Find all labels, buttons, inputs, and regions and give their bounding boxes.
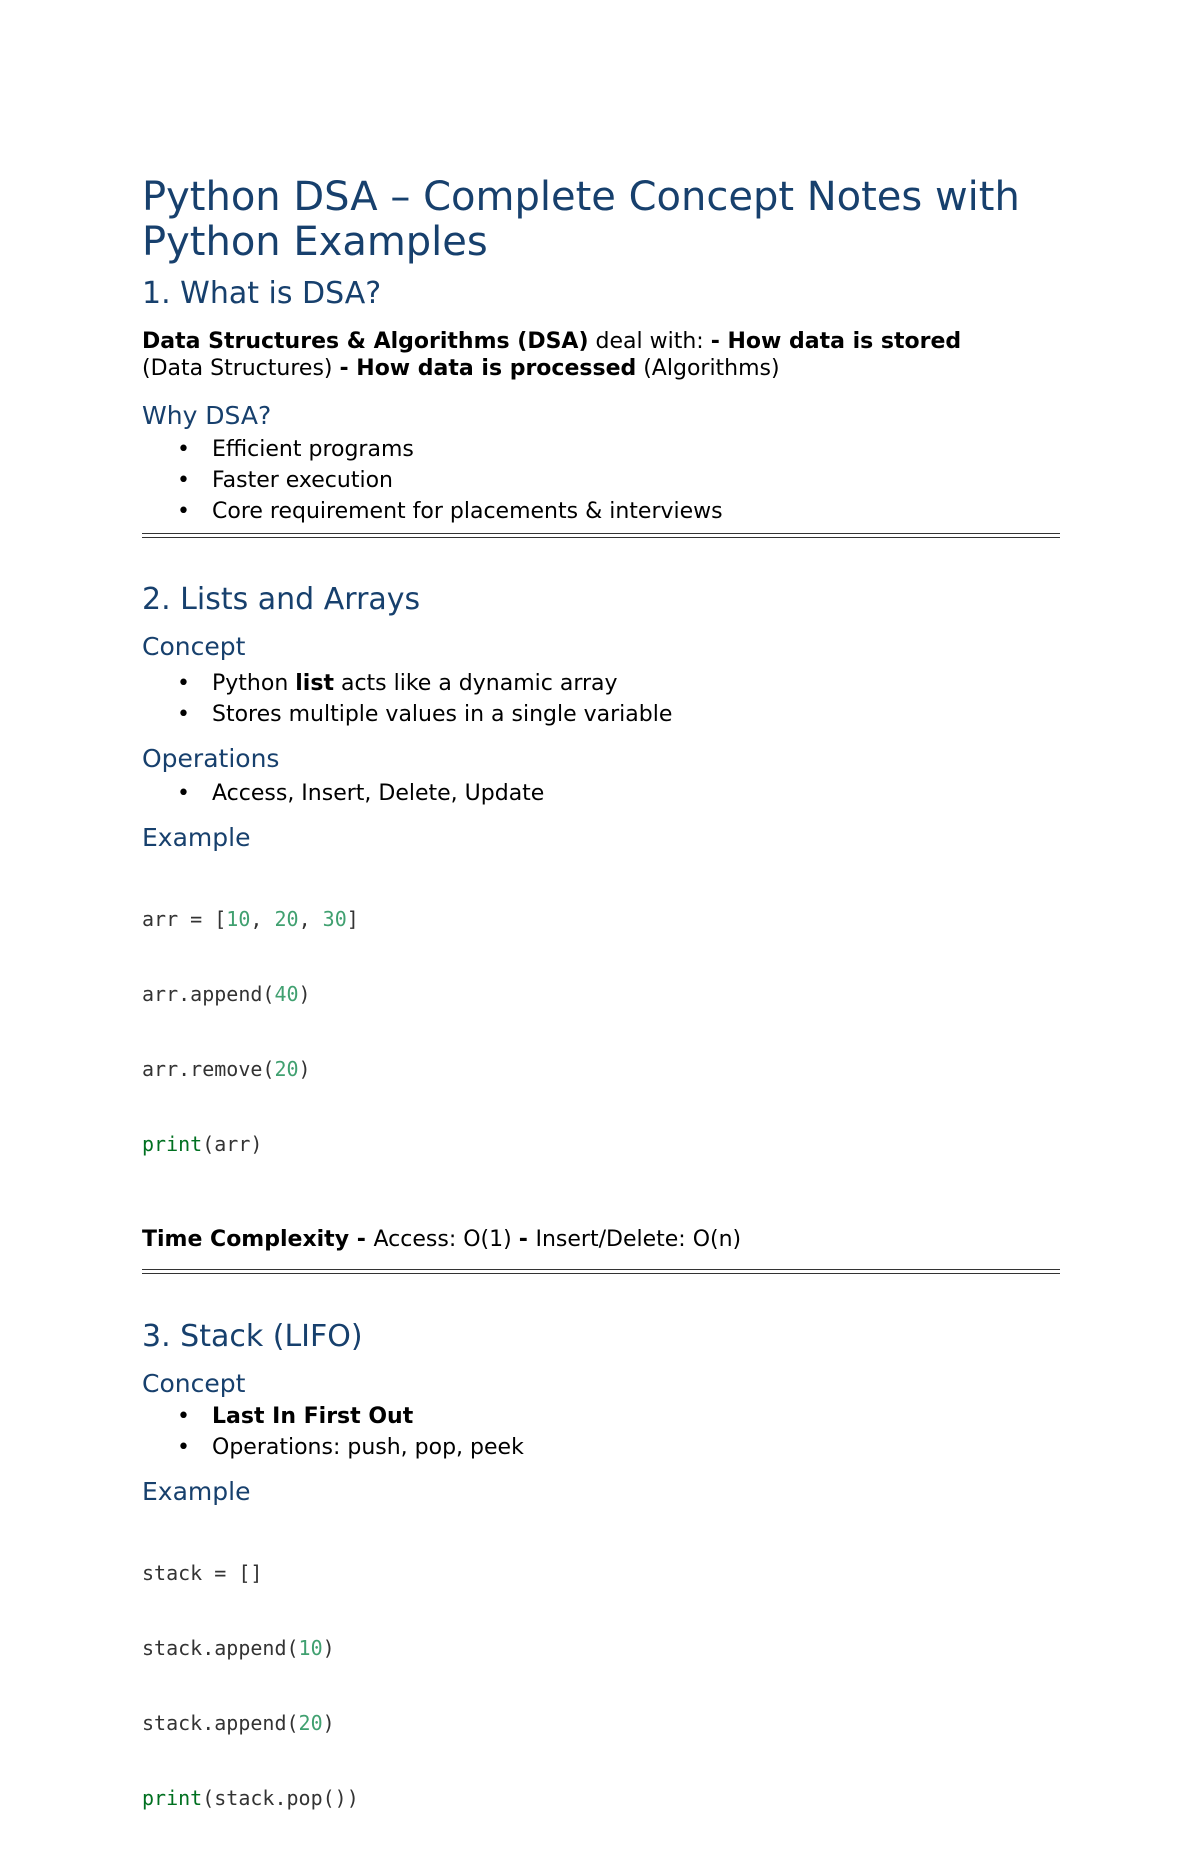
code-text: stack.append(: [142, 1711, 299, 1735]
code-block: [142, 857, 1060, 1207]
bullet-icon: •: [177, 499, 190, 524]
bullet-icon: •: [177, 437, 190, 462]
code-text: arr = [: [142, 907, 227, 931]
section-1-heading: 1. What is DSA?: [142, 276, 382, 311]
code-text: ): [322, 1711, 335, 1735]
code-line: [142, 1057, 1060, 1082]
list-item: [177, 1401, 1060, 1432]
code-number: 40: [274, 982, 299, 1006]
code-text: stack = []: [142, 1561, 263, 1585]
bullet-icon: •: [177, 671, 190, 696]
list-item-text: Faster execution: [212, 468, 393, 493]
code-line: [142, 1132, 1060, 1157]
dsa-term: Data Structures & Algorithms (DSA): [142, 329, 589, 354]
code-number: 30: [322, 907, 347, 931]
how-data-processed: How data is processed: [356, 356, 637, 381]
access-complexity: Access: O(1): [373, 1227, 519, 1252]
dash: -: [710, 329, 728, 354]
code-number: 10: [298, 1636, 323, 1660]
concept-heading: Concept: [142, 1369, 246, 1398]
list-item: [177, 496, 1060, 527]
list-item: [177, 434, 1060, 465]
bullet-icon: •: [177, 1435, 190, 1460]
code-keyword: print: [142, 1132, 203, 1156]
list-item: [177, 778, 1060, 809]
code-text: ,: [250, 907, 275, 931]
code-text: ,: [298, 907, 323, 931]
code-number: 20: [274, 1057, 299, 1081]
list-item-text: Access, Insert, Delete, Update: [212, 781, 545, 806]
dsa-definition-paragraph: [142, 328, 1060, 382]
code-text: ]: [346, 907, 359, 931]
bullet-icon: •: [177, 702, 190, 727]
document-page: [142, 175, 1060, 1861]
why-dsa-heading: Why DSA?: [142, 401, 272, 430]
code-text: stack.append(: [142, 1636, 299, 1660]
code-line: [142, 982, 1060, 1007]
code-text: ): [298, 1057, 311, 1081]
insert-delete-complexity: Insert/Delete: O(n): [535, 1227, 742, 1252]
horizontal-divider: [142, 1269, 1060, 1274]
concept-heading: Concept: [142, 632, 246, 661]
why-dsa-list: [142, 434, 1060, 527]
code-line: [142, 1786, 1060, 1811]
list-item: [177, 1432, 1060, 1463]
time-complexity-label: Time Complexity: [142, 1227, 350, 1252]
horizontal-divider: [142, 533, 1060, 538]
list-item-text: Efficient programs: [212, 437, 414, 462]
list-item: [177, 465, 1060, 496]
code-text: ): [322, 1636, 335, 1660]
list-item-text: Stores multiple values in a single variable: [212, 702, 673, 727]
code-text: (arr): [202, 1132, 263, 1156]
code-line: [142, 1711, 1060, 1736]
section-2-heading: 2. Lists and Arrays: [142, 582, 421, 617]
time-complexity-paragraph: [142, 1226, 1060, 1253]
section-3-heading: 3. Stack (LIFO): [142, 1319, 363, 1354]
operations-list: [142, 778, 1060, 809]
dash: -: [518, 1227, 536, 1252]
list-item: [177, 668, 1060, 699]
bullet-icon: •: [177, 781, 190, 806]
list-item-text: Last In First Out: [212, 1404, 414, 1429]
code-text: arr.remove(: [142, 1057, 275, 1081]
code-number: 10: [226, 907, 251, 931]
code-block: [142, 1511, 1060, 1861]
list-item-text: acts like a dynamic array: [333, 671, 618, 696]
operations-heading: Operations: [142, 744, 280, 773]
data-structures-text: (Data Structures): [142, 356, 340, 381]
list-item: [177, 699, 1060, 730]
bullet-icon: •: [177, 468, 190, 493]
how-data-stored: How data is stored: [727, 329, 962, 354]
bullet-icon: •: [177, 1404, 190, 1429]
code-text: arr.append(: [142, 982, 275, 1006]
dash: -: [339, 356, 357, 381]
concept-list: [142, 668, 1060, 730]
code-line: [142, 1636, 1060, 1661]
list-item-text: Operations: push, pop, peek: [212, 1435, 524, 1460]
code-number: 20: [298, 1711, 323, 1735]
code-text: (stack.pop()): [202, 1786, 359, 1810]
stack-concept-list: [142, 1401, 1060, 1463]
example-heading: Example: [142, 1477, 251, 1506]
dash: -: [349, 1227, 374, 1252]
example-heading: Example: [142, 823, 251, 852]
list-item-text: Core requirement for placements & interviews: [212, 499, 723, 524]
list-item-text: Python: [212, 671, 296, 696]
definition-text: deal with:: [588, 329, 711, 354]
algorithms-text: (Algorithms): [636, 356, 780, 381]
code-line: [142, 1561, 1060, 1586]
code-number: 20: [274, 907, 299, 931]
document-title: Python DSA – Complete Concept Notes with Python Examples: [142, 174, 1020, 265]
code-line: [142, 907, 1060, 932]
code-keyword: print: [142, 1786, 203, 1810]
list-keyword: list: [295, 671, 334, 696]
code-text: ): [298, 982, 311, 1006]
